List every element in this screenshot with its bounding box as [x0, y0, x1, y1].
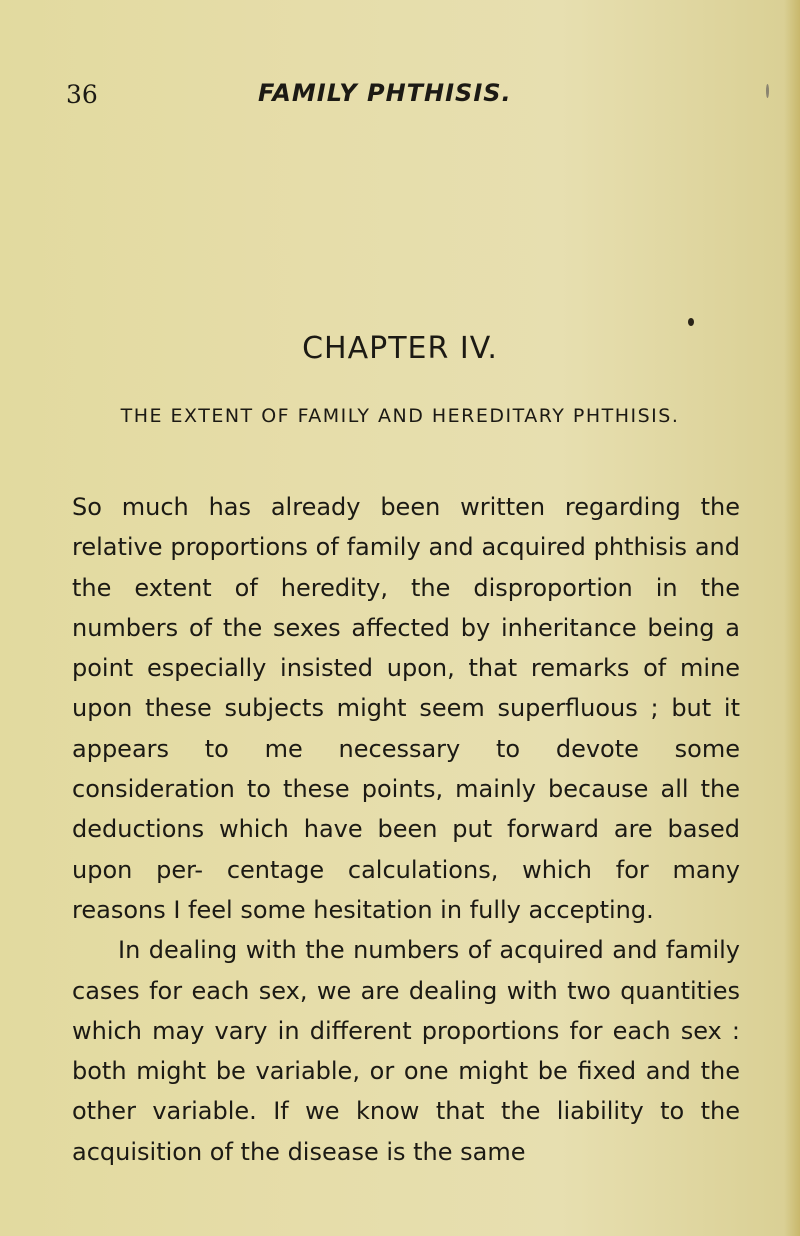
- paragraph: In dealing with the numbers of acquired and family cases for each sex, we are dealing with two quantities which may vary in different proportions for each sex : both might be variable, or one might be fixed and the other variable. If we know that the liability to the acquisition of the disease is the same: [72, 936, 740, 1166]
- page-number: 36: [66, 80, 98, 109]
- page-edge-shadow: [784, 0, 800, 1236]
- body-text: [72, 487, 740, 1172]
- chapter-subtitle: THE EXTENT OF FAMILY AND HEREDITARY PHTHISIS.: [120, 405, 680, 427]
- ink-speck: [688, 318, 694, 326]
- ink-speck: [766, 84, 769, 98]
- paragraph: So much has already been written regarding the relative proportions of family and acquired phthisis and the extent of heredity, the disproportion in the numbers of the sexes affected by inheritance being a point especially insisted upon, that remarks of mine upon these subjects might seem superfluous ; but it appears to me necessary to devote some consideration to these points, mainly because all the deductions which have been put forward are based upon per- centage calculations, which for many reasons I feel some hesitation in fully accepting.: [72, 493, 740, 924]
- running-title: FAMILY PHTHISIS.: [258, 79, 512, 107]
- chapter-title: CHAPTER IV.: [302, 331, 498, 366]
